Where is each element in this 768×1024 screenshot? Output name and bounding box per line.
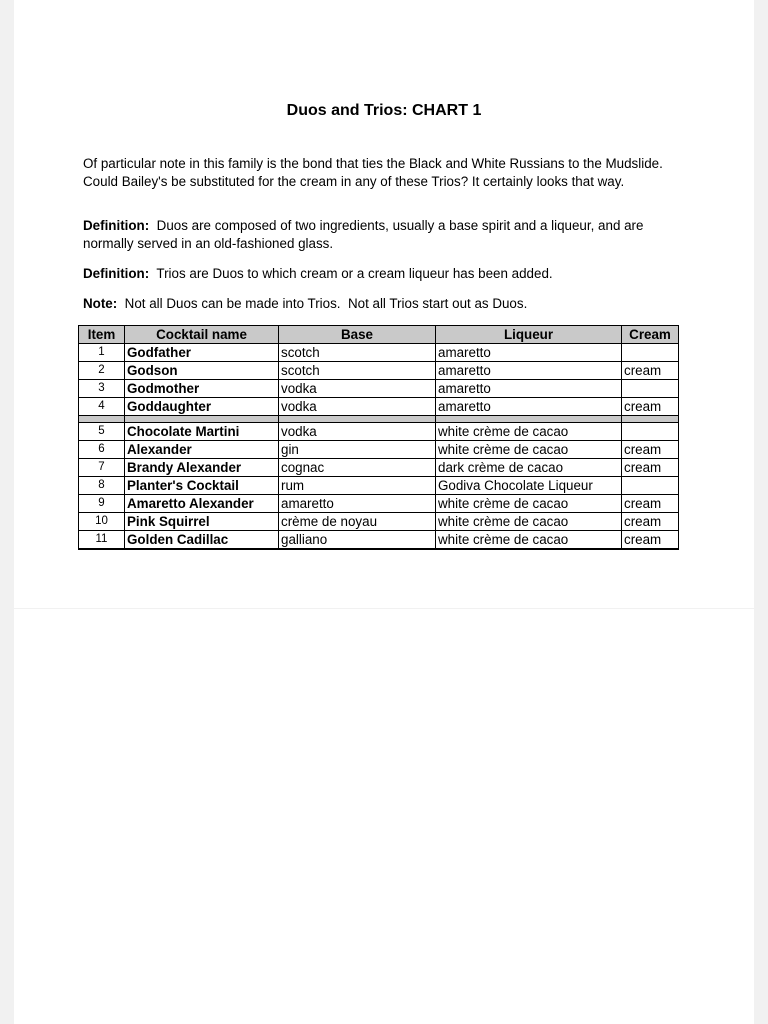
table-row xyxy=(79,477,679,495)
cell-cream: cream xyxy=(622,441,679,459)
separator-cell xyxy=(436,416,622,423)
cell-base: vodka xyxy=(279,423,436,441)
cell-liqueur: white crème de cacao xyxy=(436,513,622,531)
cell-item: 9 xyxy=(79,495,125,513)
cell-base: scotch xyxy=(279,344,436,362)
cell-name: Godfather xyxy=(125,344,279,362)
table-header-row xyxy=(79,326,679,344)
table-row xyxy=(79,441,679,459)
definition-text: Trios are Duos to which cream or a cream liqueur has been added. xyxy=(149,266,553,281)
cell-base: amaretto xyxy=(279,495,436,513)
definition-trios xyxy=(83,265,683,283)
table-row xyxy=(79,495,679,513)
cell-base: crème de noyau xyxy=(279,513,436,531)
cell-item: 11 xyxy=(79,531,125,550)
cell-name: Amaretto Alexander xyxy=(125,495,279,513)
note-paragraph xyxy=(83,295,683,313)
cell-name: Brandy Alexander xyxy=(125,459,279,477)
cell-item: 7 xyxy=(79,459,125,477)
cell-base: rum xyxy=(279,477,436,495)
cell-base: cognac xyxy=(279,459,436,477)
header-base: Base xyxy=(279,326,436,344)
cell-cream: cream xyxy=(622,398,679,416)
header-cocktail-name: Cocktail name xyxy=(125,326,279,344)
cell-liqueur: white crème de cacao xyxy=(436,531,622,550)
document-page-1 xyxy=(14,0,754,608)
table-row xyxy=(79,344,679,362)
cell-liqueur: amaretto xyxy=(436,380,622,398)
cell-liqueur: dark crème de cacao xyxy=(436,459,622,477)
page-title: Duos and Trios: CHART 1 xyxy=(286,102,482,119)
separator-cell xyxy=(622,416,679,423)
note-text: Not all Duos can be made into Trios. Not all Trios start out as Duos. xyxy=(117,296,528,311)
cell-cream: cream xyxy=(622,531,679,550)
intro-paragraph: Of particular note in this family is the bond that ties the Black and White Russians to the Mudslide. Could Bailey's be substituted for the cream in any of these Trios? It certainly looks that way. xyxy=(83,156,663,189)
cell-cream: cream xyxy=(622,495,679,513)
cell-base: vodka xyxy=(279,380,436,398)
cell-liqueur: white crème de cacao xyxy=(436,441,622,459)
cell-name: Godmother xyxy=(125,380,279,398)
cell-item: 1 xyxy=(79,344,125,362)
header-liqueur: Liqueur xyxy=(436,326,622,344)
cell-name: Godson xyxy=(125,362,279,380)
cell-cream: cream xyxy=(622,459,679,477)
cell-cream: cream xyxy=(622,513,679,531)
cell-item: 6 xyxy=(79,441,125,459)
group-separator xyxy=(79,416,679,423)
table-row xyxy=(79,398,679,416)
table-row xyxy=(79,380,679,398)
cell-item: 8 xyxy=(79,477,125,495)
cell-item: 5 xyxy=(79,423,125,441)
definition-duos xyxy=(83,217,683,252)
cell-name: Goddaughter xyxy=(125,398,279,416)
table-row xyxy=(79,362,679,380)
table-row xyxy=(79,513,679,531)
table-row xyxy=(79,423,679,441)
cell-base: scotch xyxy=(279,362,436,380)
cell-cream: cream xyxy=(622,362,679,380)
cell-liqueur: white crème de cacao xyxy=(436,423,622,441)
cell-item: 2 xyxy=(79,362,125,380)
cell-liqueur: white crème de cacao xyxy=(436,495,622,513)
separator-cell xyxy=(279,416,436,423)
cell-base: vodka xyxy=(279,398,436,416)
header-item: Item xyxy=(79,326,125,344)
cell-name: Planter's Cocktail xyxy=(125,477,279,495)
cell-liqueur: amaretto xyxy=(436,362,622,380)
table-row xyxy=(79,531,679,550)
note-label: Note: xyxy=(83,296,118,311)
definition-label: Definition: xyxy=(83,266,150,281)
cocktail-table xyxy=(78,325,679,550)
cell-item: 4 xyxy=(79,398,125,416)
cell-item: 3 xyxy=(79,380,125,398)
cell-item: 10 xyxy=(79,513,125,531)
cell-cream xyxy=(622,380,679,398)
cell-name: Pink Squirrel xyxy=(125,513,279,531)
cell-liqueur: amaretto xyxy=(436,398,622,416)
cell-base: galliano xyxy=(279,531,436,550)
cell-name: Golden Cadillac xyxy=(125,531,279,550)
separator-cell xyxy=(125,416,279,423)
header-cream: Cream xyxy=(622,326,679,344)
definition-label: Definition: xyxy=(83,218,150,233)
separator-cell xyxy=(79,416,125,423)
cell-base: gin xyxy=(279,441,436,459)
cell-liqueur: amaretto xyxy=(436,344,622,362)
table-row xyxy=(79,459,679,477)
cell-cream xyxy=(622,344,679,362)
cell-name: Alexander xyxy=(125,441,279,459)
cell-name: Chocolate Martini xyxy=(125,423,279,441)
cell-cream xyxy=(622,423,679,441)
cell-liqueur: Godiva Chocolate Liqueur xyxy=(436,477,622,495)
definition-text: Duos are composed of two ingredients, usually a base spirit and a liqueur, and are normally served in an old-fashioned glass. xyxy=(83,218,648,251)
document-page-2 xyxy=(14,609,754,1024)
cell-cream xyxy=(622,477,679,495)
